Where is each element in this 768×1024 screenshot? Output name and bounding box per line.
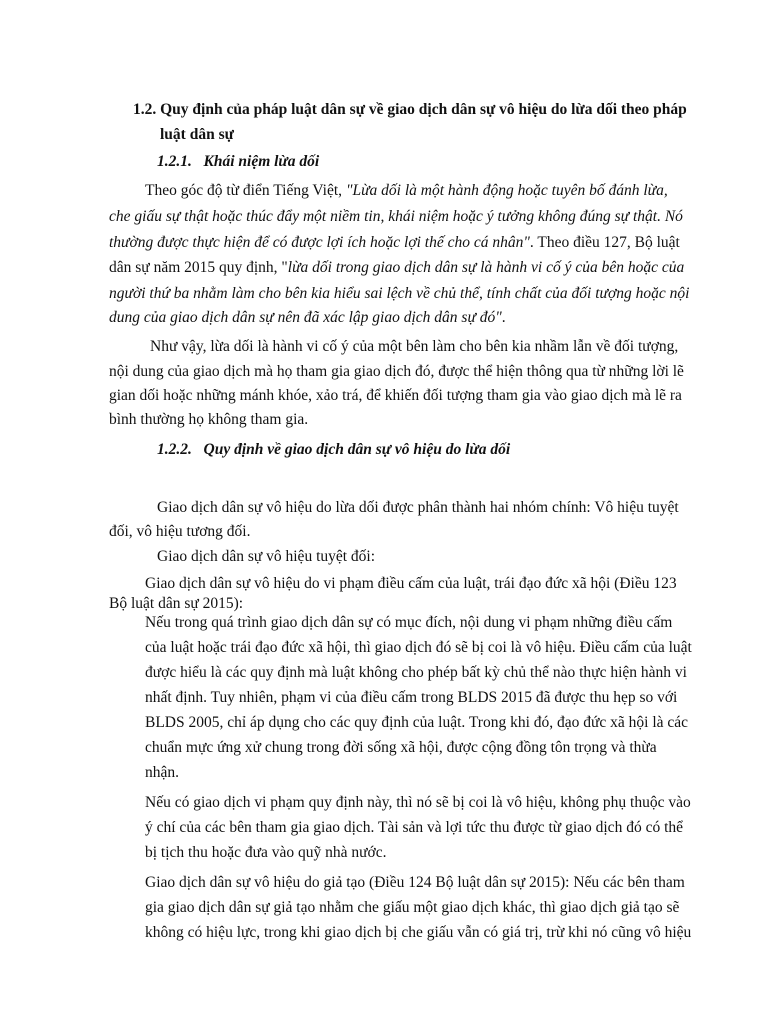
subsection-title: Khái niệm lừa dối [203, 153, 320, 170]
definition-line-4 [109, 258, 684, 278]
art124-line-1: Giao dịch dân sự vô hiệu do giả tạo (Điều 124 Bộ luật dân sự 2015): Nếu các bên tham [145, 874, 685, 891]
prohibit-line-6: chuẩn mực ứng xử chung trong đời sống xã hội, được cộng đồng tôn trọng và thừa [145, 739, 657, 756]
italic-quote: lừa dối trong giao dịch dân sự là hành vi cố ý của bên hoặc của [287, 259, 685, 276]
prohibit-line-3: được hiểu là các quy định mà luật không cho phép bất kỳ chủ thể nào thực hiện hành vi [145, 664, 687, 681]
definition-line-6 [109, 308, 506, 328]
italic-quote: "Lừa dối là một hành động hoặc tuyên bố đánh lừa, [345, 182, 668, 199]
definition-line-5: người thứ ba nhằm làm cho bên kia hiểu sai lệch về chủ thể, tính chất của đối tượng hoặc nội [109, 285, 690, 302]
consequence-line-1: Nếu có giao dịch vi phạm quy định này, thì nó sẽ bị coi là vô hiệu, không phụ thuộc vào [145, 794, 691, 811]
text-run: dân sự năm 2015 quy định, " [109, 259, 288, 276]
subsection-heading-1-2-2 [157, 440, 510, 460]
art123-line-1: Giao dịch dân sự vô hiệu do vi phạm điều cấm của luật, trái đạo đức xã hội (Điều 123 [145, 575, 677, 592]
art124-line-3: không có hiệu lực, trong khi giao dịch bị che giấu vẫn có giá trị, trừ khi nó cũng vô hiệu [145, 924, 692, 941]
subsection-heading-1-2-1 [157, 152, 319, 172]
section-title-line-2: luật dân sự [160, 126, 234, 143]
absolute-invalid-label: Giao dịch dân sự vô hiệu tuyệt đối: [157, 548, 376, 565]
subsection-number: 1.2.1. [157, 153, 192, 170]
explain-line-4: bình thường họ không tham gia. [109, 411, 309, 428]
groups-line-2: đối, vô hiệu tương đối. [109, 523, 251, 540]
italic-quote: thường được thực hiện để có được lợi ích hoặc lợi thế cho cá nhân" [109, 234, 530, 251]
art123-line-2: Bộ luật dân sự 2015): [109, 595, 244, 612]
section-heading-1-2 [133, 100, 687, 120]
section-number: 1.2. [133, 101, 157, 118]
italic-quote: dung của giao dịch dân sự nên đã xác lập giao dịch dân sự đó" [109, 309, 502, 326]
section-title-line-1: Quy định của pháp luật dân sự về giao dịch dân sự vô hiệu do lừa dối theo pháp [160, 101, 687, 118]
consequence-line-2: ý chí của các bên tham gia giao dịch. Tài sản và lợi tức thu được từ giao dịch đó có thể [145, 819, 684, 836]
consequence-line-3: bị tịch thu hoặc đưa vào quỹ nhà nước. [145, 844, 387, 861]
explain-line-2: nội dung của giao dịch mà họ tham gia giao dịch đó, được thể hiện thông qua từ những lời lẽ [109, 363, 684, 380]
prohibit-line-7: nhận. [145, 764, 180, 781]
groups-line-1: Giao dịch dân sự vô hiệu do lừa dối được phân thành hai nhóm chính: Vô hiệu tuyệt [157, 499, 679, 516]
definition-line-3 [109, 233, 680, 253]
text-run: Theo góc độ từ điển Tiếng Việt, [145, 182, 346, 199]
definition-line-2: che giấu sự thật hoặc thúc đẩy một niềm tin, khái niệm hoặc ý tưởng không đúng sự thật. Nó [109, 208, 683, 225]
explain-line-3: gian dối hoặc những mánh khóe, xảo trá, để khiến đối tượng tham gia vào giao dịch mà lẽ ra [109, 387, 682, 404]
prohibit-line-1: Nếu trong quá trình giao dịch dân sự có mục đích, nội dung vi phạm những điều cấm [145, 614, 673, 631]
text-run: . Theo điều 127, Bộ luật [529, 234, 680, 251]
prohibit-line-5: BLDS 2005, chỉ áp dụng cho các quy định của luật. Trong khi đó, đạo đức xã hội là các [145, 714, 689, 731]
text-run: . [501, 309, 506, 326]
subsection-title: Quy định về giao dịch dân sự vô hiệu do lừa dối [203, 441, 511, 458]
prohibit-line-2: của luật hoặc trái đạo đức xã hội, thì giao dịch đó sẽ bị coi là vô hiệu. Điều cấm của luật [145, 639, 692, 656]
subsection-number: 1.2.2. [157, 441, 192, 458]
explain-line-1: Như vậy, lừa dối là hành vi cố ý của một bên làm cho bên kia nhầm lẫn về đối tượng, [150, 338, 679, 355]
art124-line-2: gia giao dịch dân sự giả tạo nhằm che giấu một giao dịch khác, thì giao dịch giả tạo sẽ [145, 899, 680, 916]
prohibit-line-4: nhất định. Tuy nhiên, phạm vi của điều cấm trong BLDS 2015 đã được thu hẹp so với [145, 689, 678, 706]
definition-line-1 [145, 181, 668, 201]
